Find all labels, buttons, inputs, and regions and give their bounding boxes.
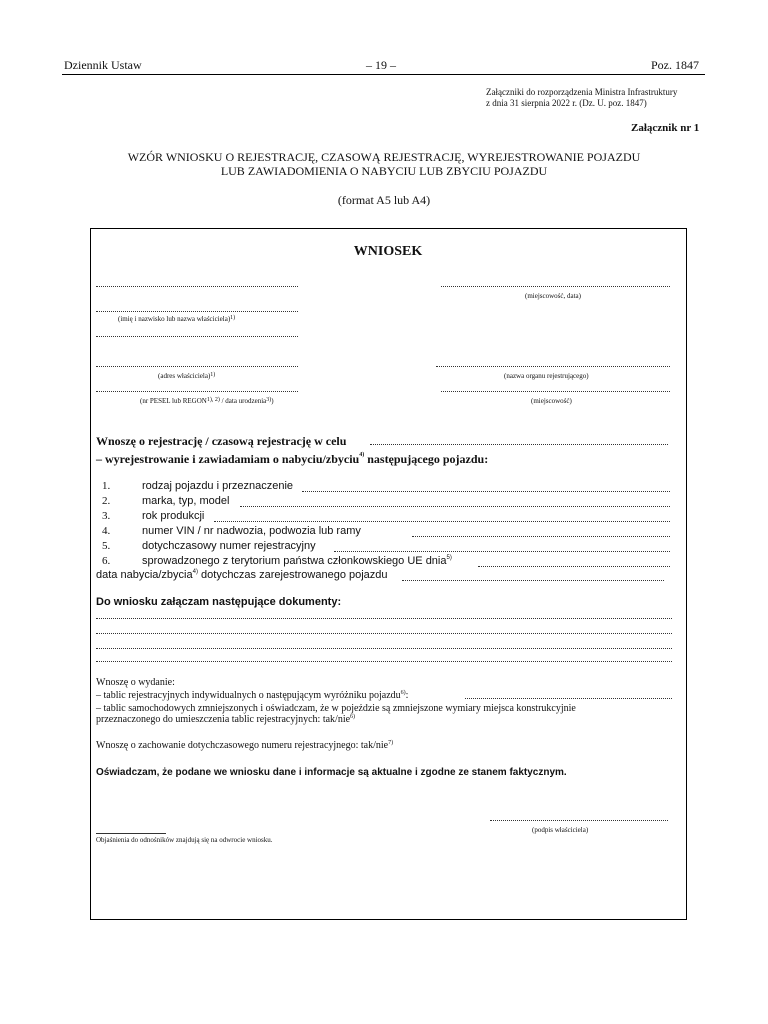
item-label: marka, typ, model — [142, 495, 230, 507]
acquisition-date-label: data nabycia/zbycia$^{4)}$ dotychczas zarejestrowanego pojazdu — [96, 569, 388, 581]
format-note: (format A5 lub A4) — [337, 193, 431, 207]
import-date-field[interactable] — [478, 566, 670, 567]
issue-heading: Wnoszę o wydanie: — [96, 677, 175, 688]
request-line2: – wyrejestrowanie i zawiadamiam o nabyciu/zbyciu$^{4)}$ następującego pojazdu: — [96, 452, 489, 466]
owner-field-line[interactable] — [96, 286, 298, 287]
footnote-rule — [96, 833, 166, 834]
place-label: (miejscowość) — [531, 397, 572, 405]
issue-line-reduced-cont: przeznaczonego do umieszczenia tablic rejestracyjnych: tak/nie$^{6)}$ — [96, 714, 356, 725]
item-number: 2. — [102, 495, 111, 507]
signature-field[interactable] — [490, 820, 668, 821]
annex-note-line2: z dnia 31 sierpnia 2022 r. (Dz. U. poz. 1847) — [486, 98, 647, 108]
item-number: 6. — [102, 555, 111, 567]
item-label: numer VIN / nr nadwozia, podwozia lub ramy — [142, 525, 361, 537]
page-number: – 19 – — [366, 58, 396, 72]
place-date-label: (miejscowość, data) — [525, 292, 581, 300]
keep-number-line: Wnoszę o zachowanie dotychczasowego numeru rejestracyjnego: tak/nie$^{7)}$ — [96, 740, 394, 751]
annex-label: Załącznik nr 1 — [631, 122, 700, 134]
item-label: rok produkcji — [142, 510, 205, 522]
request-purpose-field[interactable] — [370, 444, 668, 445]
authority-field[interactable] — [436, 366, 670, 367]
item-number: 1. — [102, 480, 111, 492]
owner-name-label: (imię i nazwisko lub nazwa właściciela)$^{1)}$ — [118, 315, 236, 323]
attachment-line[interactable] — [96, 648, 672, 649]
item-number: 3. — [102, 510, 111, 522]
signature-label: (podpis właściciela) — [532, 826, 589, 834]
place-field[interactable] — [441, 391, 670, 392]
item-label: sprowadzonego z terytorium państwa członkowskiego UE dnia$^{5)}$ — [142, 555, 452, 567]
issue-line-reduced: – tablic samochodowych zmniejszonych i oświadczam, że w pojeździe są zmniejszone wymiary miejsca konstrukcyjnie — [96, 703, 576, 714]
item-number: 5. — [102, 540, 111, 552]
document-title-line1: WZÓR WNIOSKU O REJESTRACJĘ, CZASOWĄ REJESTRACJĘ, WYREJESTROWANIE POJAZDU — [127, 150, 641, 164]
item-number: 4. — [102, 525, 111, 537]
acquisition-date-field[interactable] — [402, 580, 664, 581]
pesel-label: (nr PESEL lub $REGON^{1), 2)}$ / data urodzenia$^{3)}$) — [140, 397, 274, 405]
position-number: Poz. 1847 — [651, 58, 699, 72]
vehicle-type-field[interactable] — [302, 491, 670, 492]
authority-label: (nazwa organu rejestrującego) — [504, 372, 589, 380]
pesel-field[interactable] — [96, 391, 298, 392]
request-line1: Wnoszę o rejestrację / czasową rejestrację w celu — [96, 434, 347, 448]
attachment-line[interactable] — [96, 661, 672, 662]
header-rule — [62, 74, 705, 75]
annex-note-line1: Załączniki do rozporządzenia Ministra Infrastruktury — [486, 87, 678, 97]
journal-title: Dziennik Ustaw — [64, 58, 142, 72]
owner-address-field[interactable] — [96, 366, 298, 367]
owner-name-field-2[interactable] — [96, 336, 298, 337]
plate-identifier-field[interactable] — [465, 698, 672, 699]
previous-registration-field[interactable] — [334, 551, 670, 552]
item-label: dotychczasowy numer rejestracyjny — [142, 540, 316, 552]
make-model-field[interactable] — [240, 506, 670, 507]
vin-field[interactable] — [412, 536, 670, 537]
document-title-line2: LUB ZAWIADOMIENIA O NABYCIU LUB ZBYCIU POJAZDU — [220, 164, 548, 178]
place-date-field[interactable] — [441, 286, 670, 287]
item-label: rodzaj pojazdu i przeznaczenie — [142, 480, 294, 492]
issue-line-individual: – tablic rejestracyjnych indywidualnych o następującym wyróżniku pojazdu$^{6)}$: — [96, 690, 409, 701]
production-year-field[interactable] — [214, 521, 670, 522]
footnote-note: Objaśnienia do odnośników znajdują się na odwrocie wniosku. — [96, 836, 273, 844]
attachment-line[interactable] — [96, 633, 672, 634]
owner-address-label: (adres właściciela)$^{1)}$ — [158, 372, 216, 380]
attachments-heading: Do wniosku załączam następujące dokumenty: — [96, 596, 342, 608]
attachment-line[interactable] — [96, 618, 672, 619]
form-heading: WNIOSEK — [353, 244, 423, 259]
owner-name-field[interactable] — [96, 311, 298, 312]
declaration: Oświadczam, że podane we wniosku dane i informacje są aktualne i zgodne ze stanem faktycznym. — [96, 767, 567, 778]
